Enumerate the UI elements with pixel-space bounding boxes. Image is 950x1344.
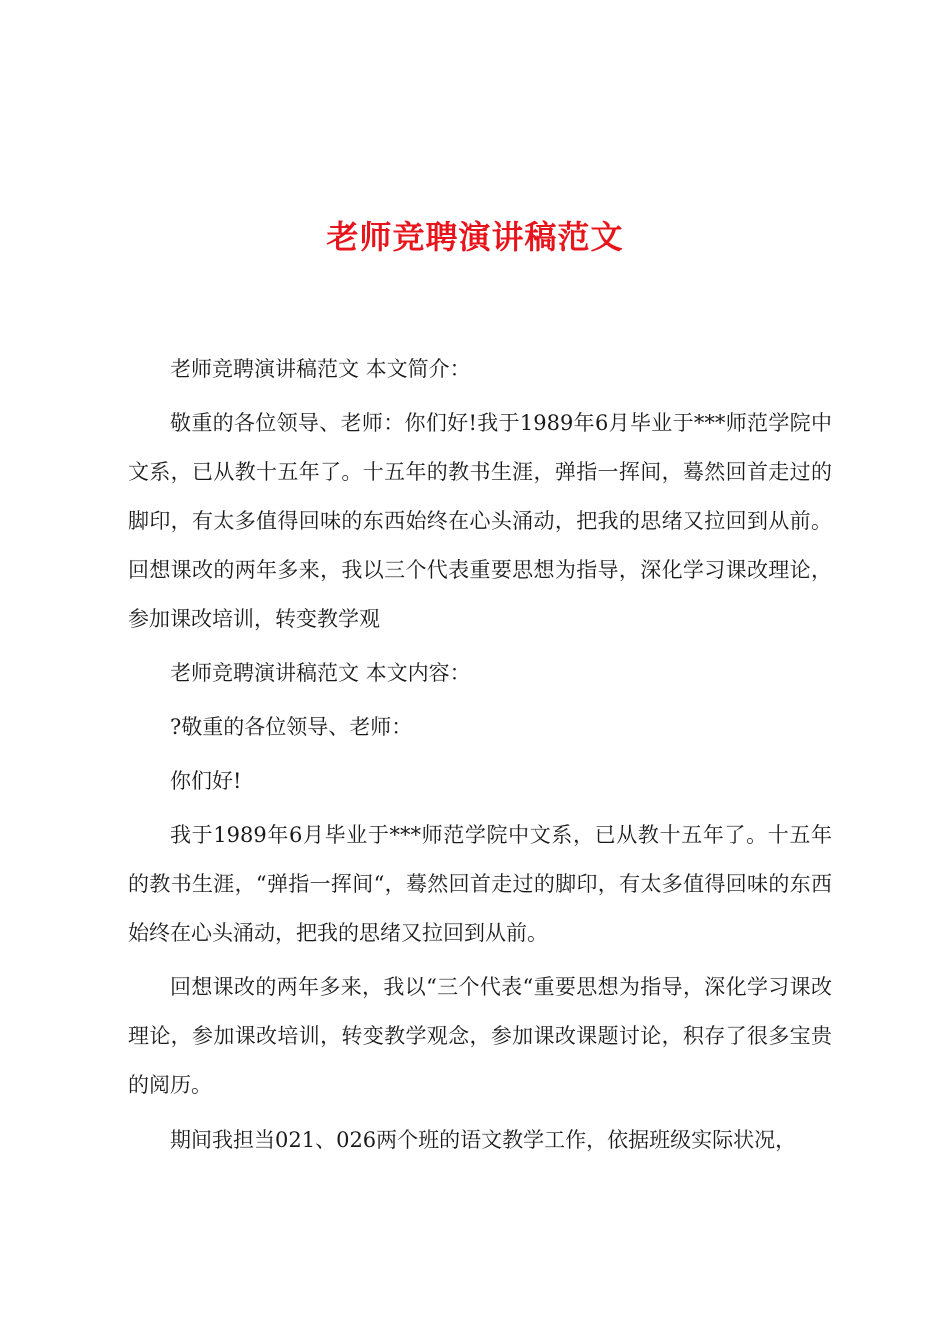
document-body xyxy=(128,345,832,1165)
paragraph-summary: 敬重的各位领导、老师：你们好!我于1989年6月毕业于***师范学院中文系，已从教十五年了。十五年的教书生涯，弹指一挥间，蓦然回首走过的脚印，有太多值得回味的东西始终在心头涌动，把我的思绪又拉回到从前。回想课改的两年多来，我以三个代表重要思想为指导，深化学习课改理论，参加课改培训，转变教学观 xyxy=(128,411,832,631)
paragraph-salutation: ?敬重的各位领导、老师： xyxy=(170,715,413,739)
document-title: 老师竞聘演讲稿范文 xyxy=(326,218,624,256)
paragraph-summary-heading: 老师竞聘演讲稿范文 本文简介： xyxy=(170,357,471,381)
paragraph-introduction: 我于1989年6月毕业于***师范学院中文系，已从教十五年了。十五年的教书生涯，“弹指一挥间“，蓦然回首走过的脚印，有太多值得回味的东西始终在心头涌动，把我的思绪又拉回到从前。 xyxy=(128,823,832,945)
paragraph-greeting: 你们好! xyxy=(170,769,242,793)
paragraph-reform: 回想课改的两年多来，我以“三个代表“重要思想为指导，深化学习课改理论，参加课改培训，转变教学观念，参加课改课题讨论，积存了很多宝贵的阅历。 xyxy=(128,975,832,1097)
paragraph-content-heading: 老师竞聘演讲稿范文 本文内容： xyxy=(170,661,471,685)
paragraph-classes: 期间我担当021、026两个班的语文教学工作，依据班级实际状况， xyxy=(170,1128,797,1152)
